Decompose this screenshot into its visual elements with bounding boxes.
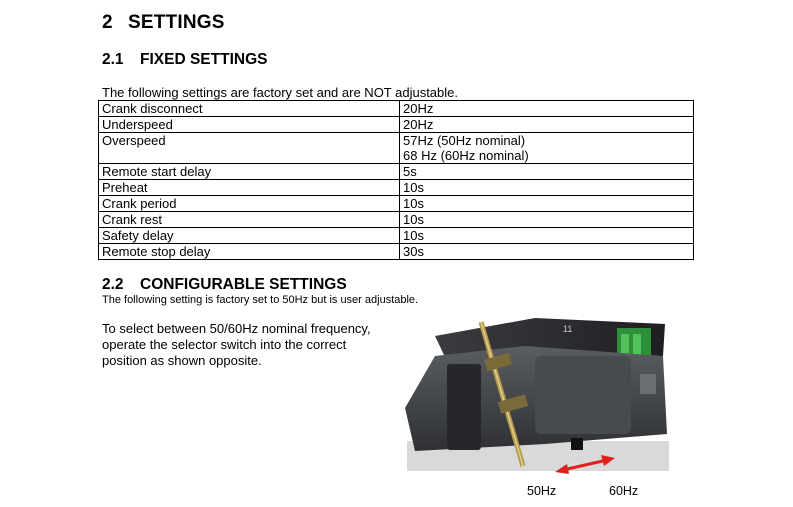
setting-value-cell: [400, 180, 694, 196]
setting-value-cell: [400, 212, 694, 228]
setting-value: 10s: [403, 212, 424, 227]
frequency-label-50hz: 50Hz: [527, 484, 557, 498]
setting-value-cell: [400, 244, 694, 260]
fixed-settings-heading: [102, 51, 267, 69]
setting-value-cell: [400, 196, 694, 212]
settings-row: [99, 228, 694, 244]
setting-value: 20Hz: [403, 117, 434, 132]
frequency-selection-instruction: To select between 50/60Hz nominal frequency, operate the selector switch into the correct position as shown opposite.: [102, 321, 371, 368]
setting-value: 10s: [403, 180, 424, 195]
fixed-settings-table-body: [99, 101, 694, 260]
setting-value-cell: [400, 101, 694, 117]
configurable-settings-title: CONFIGURABLE SETTINGS: [140, 276, 347, 293]
setting-value-cell: [400, 133, 694, 164]
setting-value: 57Hz (50Hz nominal): [403, 133, 526, 148]
configurable-settings-heading: [102, 276, 347, 294]
setting-value: 68 Hz (60Hz nominal): [403, 148, 529, 163]
fixed-settings-table: [98, 100, 694, 260]
setting-name: Crank rest: [99, 212, 400, 228]
section-title: SETTINGS: [128, 12, 225, 33]
fixed-settings-title: FIXED SETTINGS: [140, 51, 268, 68]
setting-value: 10s: [403, 228, 424, 243]
setting-value: 10s: [403, 196, 424, 211]
setting-name: Remote stop delay: [99, 244, 400, 260]
settings-row: [99, 133, 694, 164]
settings-row: [99, 244, 694, 260]
setting-value: 20Hz: [403, 101, 434, 116]
device-housing: [535, 356, 631, 434]
configurable-settings-number: 2.2: [102, 276, 124, 293]
settings-row: [99, 101, 694, 117]
setting-value: 30s: [403, 244, 424, 259]
setting-value-cell: [400, 228, 694, 244]
setting-name: Underspeed: [99, 117, 400, 133]
clamp: [447, 364, 481, 450]
setting-name: Preheat: [99, 180, 400, 196]
setting-value: 5s: [403, 164, 417, 179]
setting-name: Crank disconnect: [99, 101, 400, 117]
fixed-settings-intro: The following settings are factory set and are NOT adjustable.: [102, 85, 459, 100]
section-heading: [102, 12, 225, 34]
settings-row: [99, 212, 694, 228]
setting-name: Crank period: [99, 196, 400, 212]
settings-row: [99, 180, 694, 196]
section-number: 2: [102, 12, 113, 33]
setting-name: Overspeed: [99, 133, 400, 164]
settings-row: [99, 164, 694, 180]
frequency-label-60hz: 60Hz: [609, 484, 639, 498]
setting-name: Remote start delay: [99, 164, 400, 180]
settings-row: [99, 196, 694, 212]
selector-switch-photo: [395, 316, 685, 478]
settings-row: [99, 117, 694, 133]
setting-value-cell: [400, 117, 694, 133]
device-marking: 11: [563, 324, 573, 334]
connector: [640, 374, 656, 394]
fixed-settings-number: 2.1: [102, 51, 124, 68]
setting-name: Safety delay: [99, 228, 400, 244]
configurable-settings-subtitle: The following setting is factory set to 50Hz but is user adjustable.: [102, 294, 419, 306]
setting-value-cell: [400, 164, 694, 180]
